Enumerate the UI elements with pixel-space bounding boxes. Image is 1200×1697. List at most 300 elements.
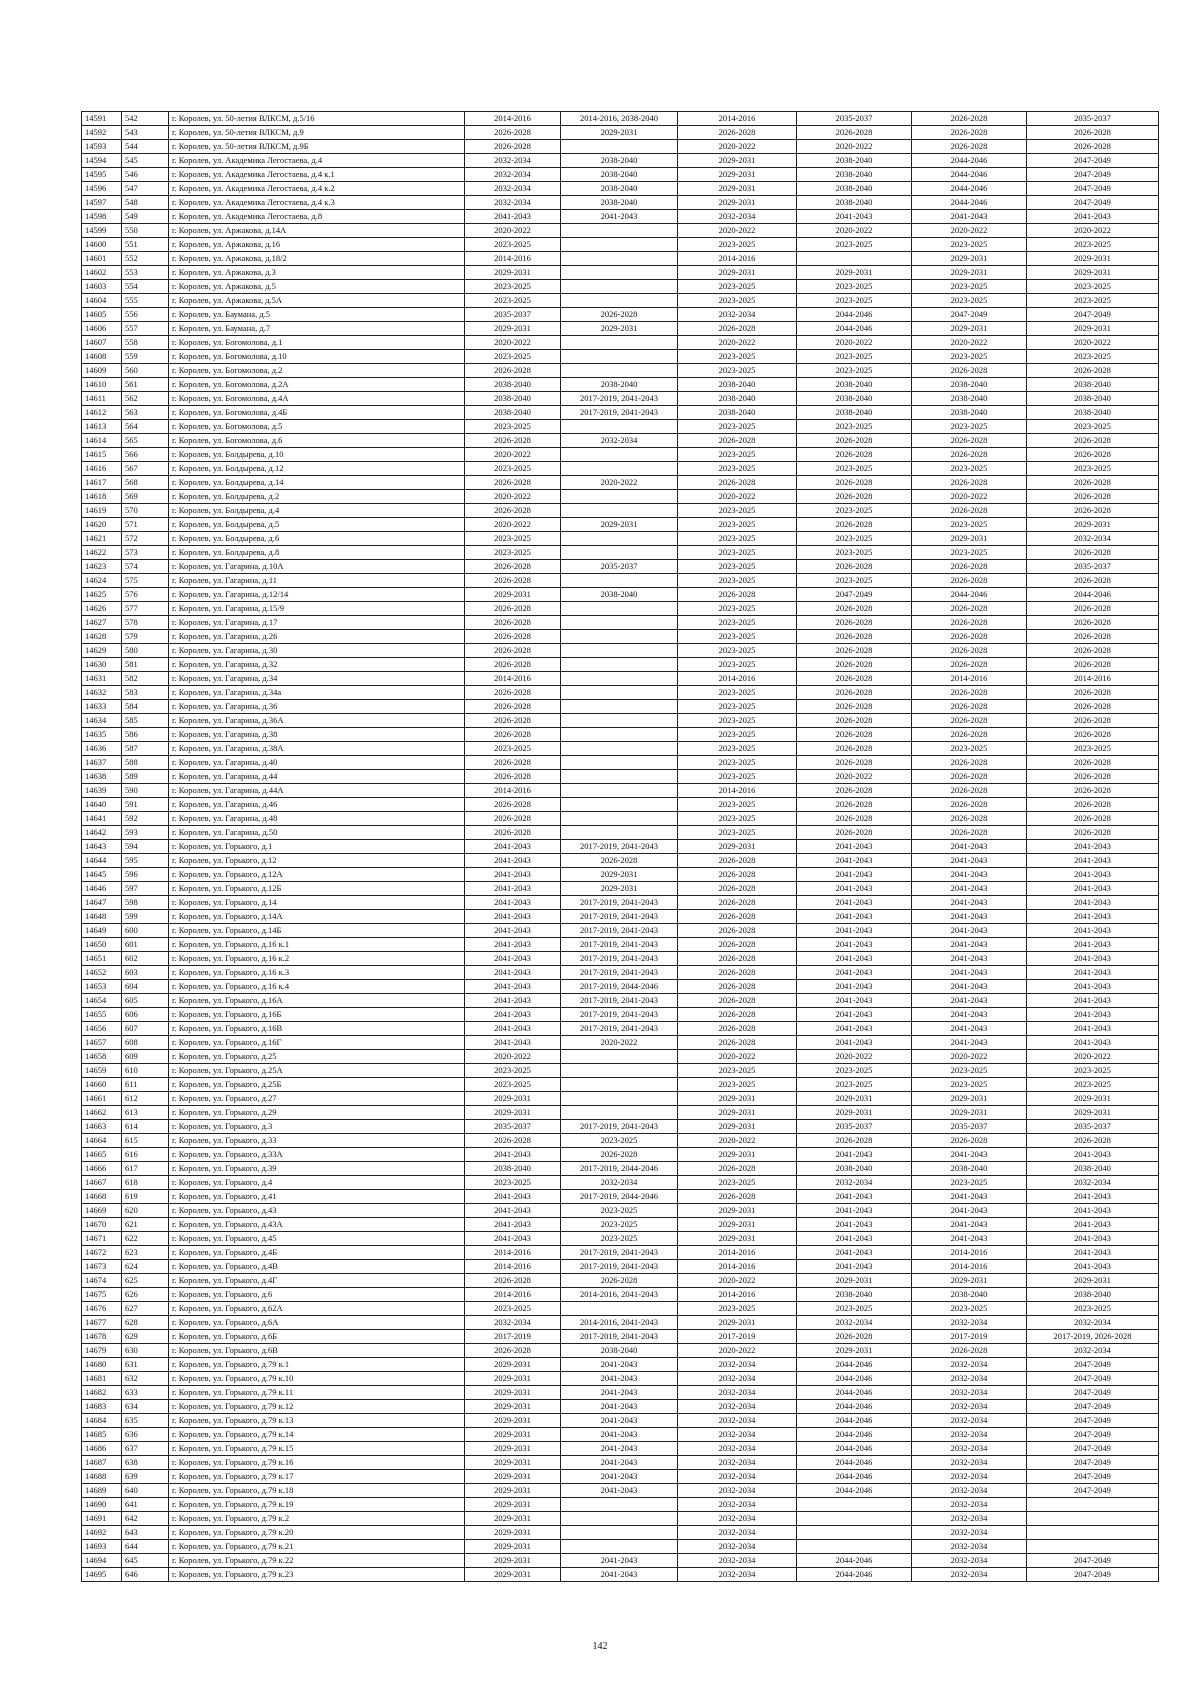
- cell-period: 2023-2025: [912, 294, 1027, 308]
- cell-period: 2047-2049: [1027, 182, 1159, 196]
- cell-period: 2041-2043: [561, 1484, 678, 1498]
- cell-period: 2026-2028: [678, 1162, 797, 1176]
- cell-period: 2041-2043: [797, 868, 912, 882]
- cell-address: г. Королев, ул. Горького, д.29: [169, 1106, 465, 1120]
- table-row: [82, 1162, 1159, 1176]
- cell-address: г. Королев, ул. Богомолова, д.5: [169, 420, 465, 434]
- cell-period: 2041-2043: [465, 938, 561, 952]
- cell-period: 2038-2040: [1027, 378, 1159, 392]
- cell-address: г. Королев, ул. Горького, д.79 к.2: [169, 1512, 465, 1526]
- cell-period: 2014-2016: [678, 672, 797, 686]
- cell-row-number: 546: [122, 168, 169, 182]
- table-row: [82, 854, 1159, 868]
- cell-address: г. Королев, ул. Болдырева, д.10: [169, 448, 465, 462]
- cell-period: 2038-2040: [465, 378, 561, 392]
- cell-period: 2032-2034: [678, 1554, 797, 1568]
- cell-address: г. Королев, ул. Гагарина, д.15/9: [169, 602, 465, 616]
- cell-period: 2032-2034: [678, 1484, 797, 1498]
- cell-period: 2032-2034: [561, 1176, 678, 1190]
- cell-period: 2032-2034: [678, 1498, 797, 1512]
- cell-record-id: 14635: [82, 728, 122, 742]
- cell-period: 2026-2028: [797, 672, 912, 686]
- table-row: [82, 504, 1159, 518]
- cell-period: 2020-2022: [678, 1134, 797, 1148]
- cell-period: 2023-2025: [465, 238, 561, 252]
- cell-period: 2014-2016: [678, 112, 797, 126]
- cell-period: [561, 672, 678, 686]
- cell-period: 2041-2043: [912, 938, 1027, 952]
- cell-period: 2044-2046: [1027, 588, 1159, 602]
- cell-period: 2026-2028: [797, 784, 912, 798]
- cell-record-id: 14649: [82, 924, 122, 938]
- cell-record-id: 14601: [82, 252, 122, 266]
- cell-row-number: 610: [122, 1064, 169, 1078]
- cell-period: [561, 714, 678, 728]
- cell-record-id: 14654: [82, 994, 122, 1008]
- cell-row-number: 612: [122, 1092, 169, 1106]
- cell-period: 2041-2043: [912, 1190, 1027, 1204]
- cell-period: 2017-2019, 2041-2043: [561, 938, 678, 952]
- cell-period: 2017-2019, 2041-2043: [561, 1022, 678, 1036]
- table-row: [82, 1246, 1159, 1260]
- cell-period: 2029-2031: [465, 1540, 561, 1554]
- cell-period: 2041-2043: [561, 1428, 678, 1442]
- cell-period: 2026-2028: [1027, 448, 1159, 462]
- cell-period: 2029-2031: [465, 266, 561, 280]
- cell-address: г. Королев, ул. Гагарина, д.46: [169, 798, 465, 812]
- cell-period: [561, 1302, 678, 1316]
- cell-period: 2026-2028: [678, 882, 797, 896]
- cell-record-id: 14632: [82, 686, 122, 700]
- cell-period: 2026-2028: [678, 1036, 797, 1050]
- cell-period: 2014-2016, 2041-2043: [561, 1316, 678, 1330]
- cell-period: 2032-2034: [912, 1400, 1027, 1414]
- cell-period: 2029-2031: [465, 1386, 561, 1400]
- cell-row-number: 558: [122, 336, 169, 350]
- cell-period: [561, 826, 678, 840]
- cell-record-id: 14637: [82, 756, 122, 770]
- cell-record-id: 14623: [82, 560, 122, 574]
- cell-period: [561, 420, 678, 434]
- cell-record-id: 14629: [82, 644, 122, 658]
- cell-period: 2029-2031: [465, 588, 561, 602]
- cell-period: 2041-2043: [1027, 896, 1159, 910]
- cell-row-number: 627: [122, 1302, 169, 1316]
- cell-period: 2029-2031: [465, 1554, 561, 1568]
- cell-record-id: 14676: [82, 1302, 122, 1316]
- cell-period: 2020-2022: [678, 1050, 797, 1064]
- cell-row-number: 624: [122, 1260, 169, 1274]
- cell-period: 2041-2043: [912, 1036, 1027, 1050]
- cell-record-id: 14615: [82, 448, 122, 462]
- cell-period: 2023-2025: [912, 462, 1027, 476]
- schedule-table-container: [81, 111, 1159, 1582]
- cell-period: 2041-2043: [1027, 994, 1159, 1008]
- cell-period: 2029-2031: [678, 840, 797, 854]
- cell-period: 2047-2049: [1027, 1414, 1159, 1428]
- cell-period: 2029-2031: [678, 266, 797, 280]
- cell-address: г. Королев, ул. Горького, д.43А: [169, 1218, 465, 1232]
- cell-period: 2023-2025: [797, 238, 912, 252]
- cell-period: 2023-2025: [912, 742, 1027, 756]
- cell-address: г. Королев, ул. Гагарина, д.10А: [169, 560, 465, 574]
- cell-period: 2041-2043: [465, 1036, 561, 1050]
- cell-address: г. Королев, ул. Горького, д.79 к.14: [169, 1428, 465, 1442]
- cell-period: [561, 770, 678, 784]
- cell-address: г. Королев, ул. Гагарина, д.38: [169, 728, 465, 742]
- table-row: [82, 1204, 1159, 1218]
- cell-row-number: 603: [122, 966, 169, 980]
- table-row: [82, 826, 1159, 840]
- cell-record-id: 14639: [82, 784, 122, 798]
- cell-period: 2032-2034: [678, 1442, 797, 1456]
- cell-record-id: 14672: [82, 1246, 122, 1260]
- cell-period: 2026-2028: [912, 700, 1027, 714]
- cell-period: 2026-2028: [797, 518, 912, 532]
- cell-period: 2020-2022: [465, 1050, 561, 1064]
- cell-address: г. Королев, ул. Горького, д.79 к.21: [169, 1540, 465, 1554]
- cell-period: 2017-2019, 2041-2043: [561, 896, 678, 910]
- cell-period: 2041-2043: [1027, 1232, 1159, 1246]
- cell-period: [561, 1050, 678, 1064]
- cell-period: 2035-2037: [1027, 560, 1159, 574]
- cell-period: 2023-2025: [678, 238, 797, 252]
- cell-address: г. Королев, ул. Горького, д.79 к.1: [169, 1358, 465, 1372]
- cell-period: 2026-2028: [678, 476, 797, 490]
- cell-row-number: 645: [122, 1554, 169, 1568]
- cell-period: 2029-2031: [465, 1414, 561, 1428]
- cell-record-id: 14598: [82, 210, 122, 224]
- cell-period: 2026-2028: [678, 910, 797, 924]
- cell-row-number: 601: [122, 938, 169, 952]
- cell-period: 2038-2040: [561, 588, 678, 602]
- cell-period: 2023-2025: [678, 364, 797, 378]
- table-row: [82, 742, 1159, 756]
- cell-address: г. Королев, ул. Горького, д.79 к.16: [169, 1456, 465, 1470]
- cell-record-id: 14647: [82, 896, 122, 910]
- cell-period: 2023-2025: [678, 546, 797, 560]
- cell-record-id: 14595: [82, 168, 122, 182]
- cell-record-id: 14603: [82, 280, 122, 294]
- cell-record-id: 14686: [82, 1442, 122, 1456]
- cell-address: г. Королев, ул. Гагарина, д.48: [169, 812, 465, 826]
- cell-period: 2044-2046: [797, 1414, 912, 1428]
- cell-period: 2041-2043: [465, 966, 561, 980]
- cell-period: 2020-2022: [1027, 336, 1159, 350]
- cell-row-number: 626: [122, 1288, 169, 1302]
- cell-address: г. Королев, ул. Болдырева, д.8: [169, 546, 465, 560]
- table-row: [82, 1092, 1159, 1106]
- cell-period: [561, 686, 678, 700]
- table-row: [82, 1120, 1159, 1134]
- cell-period: 2023-2025: [678, 462, 797, 476]
- cell-period: [561, 602, 678, 616]
- cell-period: 2041-2043: [912, 924, 1027, 938]
- cell-period: 2029-2031: [678, 182, 797, 196]
- cell-period: 2026-2028: [912, 140, 1027, 154]
- cell-address: г. Королев, ул. Горького, д.16 к.4: [169, 980, 465, 994]
- table-row: [82, 714, 1159, 728]
- cell-address: г. Королев, ул. 50-летия ВЛКСМ, д.9Б: [169, 140, 465, 154]
- cell-period: 2029-2031: [465, 1400, 561, 1414]
- cell-period: 2020-2022: [797, 1050, 912, 1064]
- cell-period: 2029-2031: [912, 1092, 1027, 1106]
- cell-period: [797, 1512, 912, 1526]
- cell-period: 2032-2034: [912, 1470, 1027, 1484]
- cell-address: г. Королев, ул. Гагарина, д.36: [169, 700, 465, 714]
- cell-period: [561, 630, 678, 644]
- cell-period: 2041-2043: [797, 1260, 912, 1274]
- cell-period: 2029-2031: [465, 1428, 561, 1442]
- cell-period: 2041-2043: [797, 980, 912, 994]
- cell-period: 2038-2040: [797, 378, 912, 392]
- cell-period: 2041-2043: [912, 868, 1027, 882]
- cell-record-id: 14619: [82, 504, 122, 518]
- cell-period: 2026-2028: [465, 644, 561, 658]
- cell-record-id: 14655: [82, 1008, 122, 1022]
- cell-period: [561, 644, 678, 658]
- cell-period: 2020-2022: [912, 1050, 1027, 1064]
- cell-row-number: 646: [122, 1568, 169, 1582]
- cell-period: 2038-2040: [912, 1162, 1027, 1176]
- cell-address: г. Королев, ул. Горького, д.4Б: [169, 1246, 465, 1260]
- cell-record-id: 14651: [82, 952, 122, 966]
- cell-period: 2047-2049: [912, 308, 1027, 322]
- cell-period: 2026-2028: [797, 826, 912, 840]
- cell-period: 2017-2019, 2041-2043: [561, 1260, 678, 1274]
- cell-period: 2026-2028: [678, 952, 797, 966]
- cell-period: 2032-2034: [561, 434, 678, 448]
- cell-period: 2026-2028: [561, 1274, 678, 1288]
- cell-period: 2035-2037: [1027, 112, 1159, 126]
- cell-address: г. Королев, ул. Горького, д.25: [169, 1050, 465, 1064]
- cell-row-number: 644: [122, 1540, 169, 1554]
- table-row: [82, 336, 1159, 350]
- cell-period: 2032-2034: [678, 1358, 797, 1372]
- cell-record-id: 14634: [82, 714, 122, 728]
- cell-period: 2026-2028: [678, 1022, 797, 1036]
- cell-period: 2041-2043: [1027, 1246, 1159, 1260]
- cell-row-number: 638: [122, 1456, 169, 1470]
- cell-period: 2029-2031: [1027, 1106, 1159, 1120]
- cell-address: г. Королев, ул. Аржакова, д.3: [169, 266, 465, 280]
- cell-period: 2032-2034: [678, 1372, 797, 1386]
- cell-period: 2026-2028: [465, 700, 561, 714]
- cell-row-number: 617: [122, 1162, 169, 1176]
- cell-period: 2029-2031: [1027, 1092, 1159, 1106]
- cell-period: 2026-2028: [678, 322, 797, 336]
- table-row: [82, 322, 1159, 336]
- cell-address: г. Королев, ул. Горького, д.16В: [169, 1022, 465, 1036]
- cell-period: 2029-2031: [465, 1456, 561, 1470]
- cell-period: 2041-2043: [912, 994, 1027, 1008]
- cell-period: 2023-2025: [678, 1078, 797, 1092]
- cell-address: г. Королев, ул. Горького, д.79 к.11: [169, 1386, 465, 1400]
- cell-row-number: 641: [122, 1498, 169, 1512]
- cell-row-number: 562: [122, 392, 169, 406]
- cell-period: 2026-2028: [465, 504, 561, 518]
- cell-address: г. Королев, ул. Гагарина, д.26: [169, 630, 465, 644]
- cell-period: 2023-2025: [1027, 1078, 1159, 1092]
- table-row: [82, 1050, 1159, 1064]
- cell-row-number: 630: [122, 1344, 169, 1358]
- cell-address: г. Королев, ул. Горького, д.12: [169, 854, 465, 868]
- cell-period: [561, 574, 678, 588]
- cell-period: 2041-2043: [465, 980, 561, 994]
- cell-record-id: 14605: [82, 308, 122, 322]
- cell-period: 2026-2028: [912, 812, 1027, 826]
- cell-address: г. Королев, ул. Аржакова, д.5А: [169, 294, 465, 308]
- cell-period: 2026-2028: [561, 308, 678, 322]
- cell-row-number: 592: [122, 812, 169, 826]
- cell-period: 2032-2034: [678, 308, 797, 322]
- cell-row-number: 566: [122, 448, 169, 462]
- cell-row-number: 614: [122, 1120, 169, 1134]
- cell-record-id: 14643: [82, 840, 122, 854]
- table-row: [82, 210, 1159, 224]
- cell-period: 2017-2019, 2044-2046: [561, 1190, 678, 1204]
- cell-address: г. Королев, ул. Гагарина, д.34а: [169, 686, 465, 700]
- cell-record-id: 14652: [82, 966, 122, 980]
- cell-period: 2023-2025: [678, 420, 797, 434]
- cell-period: 2038-2040: [797, 1288, 912, 1302]
- cell-period: 2023-2025: [678, 616, 797, 630]
- cell-period: 2044-2046: [797, 1554, 912, 1568]
- cell-period: 2026-2028: [797, 476, 912, 490]
- cell-address: г. Королев, ул. Баумана, д.5: [169, 308, 465, 322]
- cell-row-number: 545: [122, 154, 169, 168]
- cell-period: 2026-2028: [1027, 476, 1159, 490]
- cell-period: 2017-2019, 2041-2043: [561, 924, 678, 938]
- cell-period: 2047-2049: [1027, 1442, 1159, 1456]
- cell-period: 2029-2031: [465, 1568, 561, 1582]
- table-row: [82, 882, 1159, 896]
- cell-period: 2026-2028: [912, 1344, 1027, 1358]
- cell-period: 2029-2031: [1027, 266, 1159, 280]
- cell-period: 2023-2025: [465, 462, 561, 476]
- cell-period: 2038-2040: [678, 378, 797, 392]
- cell-period: 2026-2028: [465, 1134, 561, 1148]
- cell-period: 2023-2025: [797, 1302, 912, 1316]
- cell-period: 2026-2028: [912, 448, 1027, 462]
- table-row: [82, 252, 1159, 266]
- cell-period: 2047-2049: [1027, 168, 1159, 182]
- cell-period: 2023-2025: [1027, 238, 1159, 252]
- cell-period: 2038-2040: [797, 392, 912, 406]
- cell-period: 2023-2025: [797, 574, 912, 588]
- cell-period: 2041-2043: [1027, 1008, 1159, 1022]
- cell-record-id: 14685: [82, 1428, 122, 1442]
- cell-row-number: 642: [122, 1512, 169, 1526]
- cell-row-number: 572: [122, 532, 169, 546]
- cell-period: 2041-2043: [465, 210, 561, 224]
- cell-address: г. Королев, ул. Болдырева, д.5: [169, 518, 465, 532]
- cell-row-number: 598: [122, 896, 169, 910]
- cell-period: 2026-2028: [465, 476, 561, 490]
- cell-period: 2023-2025: [678, 448, 797, 462]
- cell-period: 2029-2031: [678, 1218, 797, 1232]
- cell-period: 2041-2043: [465, 1218, 561, 1232]
- cell-record-id: 14607: [82, 336, 122, 350]
- cell-row-number: 556: [122, 308, 169, 322]
- cell-period: 2023-2025: [912, 546, 1027, 560]
- cell-address: г. Королев, ул. Баумана, д.7: [169, 322, 465, 336]
- cell-period: 2026-2028: [465, 756, 561, 770]
- cell-row-number: 643: [122, 1526, 169, 1540]
- cell-period: 2029-2031: [1027, 252, 1159, 266]
- cell-period: 2032-2034: [465, 154, 561, 168]
- cell-record-id: 14612: [82, 406, 122, 420]
- cell-row-number: 613: [122, 1106, 169, 1120]
- cell-period: 2038-2040: [797, 406, 912, 420]
- cell-period: 2041-2043: [465, 896, 561, 910]
- cell-record-id: 14608: [82, 350, 122, 364]
- cell-period: 2047-2049: [1027, 1554, 1159, 1568]
- cell-period: 2035-2037: [465, 1120, 561, 1134]
- cell-period: 2038-2040: [561, 196, 678, 210]
- cell-period: 2038-2040: [561, 378, 678, 392]
- cell-period: 2026-2028: [1027, 1134, 1159, 1148]
- cell-period: 2023-2025: [678, 350, 797, 364]
- table-row: [82, 1400, 1159, 1414]
- cell-period: 2029-2031: [912, 532, 1027, 546]
- cell-period: 2032-2034: [465, 196, 561, 210]
- cell-address: г. Королев, ул. Горького, д.41: [169, 1190, 465, 1204]
- cell-period: 2029-2031: [1027, 518, 1159, 532]
- table-row: [82, 686, 1159, 700]
- cell-period: 2032-2034: [678, 210, 797, 224]
- cell-record-id: 14692: [82, 1526, 122, 1540]
- cell-address: г. Королев, ул. Гагарина, д.17: [169, 616, 465, 630]
- table-row: [82, 1470, 1159, 1484]
- cell-record-id: 14628: [82, 630, 122, 644]
- cell-row-number: 576: [122, 588, 169, 602]
- cell-period: 2038-2040: [561, 168, 678, 182]
- cell-period: 2044-2046: [797, 1442, 912, 1456]
- cell-period: 2026-2028: [912, 504, 1027, 518]
- cell-period: 2026-2028: [678, 924, 797, 938]
- cell-period: 2023-2025: [797, 420, 912, 434]
- cell-period: 2029-2031: [561, 322, 678, 336]
- cell-period: 2014-2016, 2041-2043: [561, 1288, 678, 1302]
- cell-address: г. Королев, ул. Болдырева, д.12: [169, 462, 465, 476]
- cell-period: [797, 252, 912, 266]
- cell-address: г. Королев, ул. Горького, д.14А: [169, 910, 465, 924]
- cell-period: 2023-2025: [797, 1078, 912, 1092]
- table-row: [82, 462, 1159, 476]
- cell-address: г. Королев, ул. Горького, д.14Б: [169, 924, 465, 938]
- cell-period: 2026-2028: [797, 742, 912, 756]
- cell-period: 2032-2034: [797, 1176, 912, 1190]
- cell-period: 2020-2022: [912, 224, 1027, 238]
- cell-record-id: 14599: [82, 224, 122, 238]
- table-row: [82, 448, 1159, 462]
- cell-record-id: 14671: [82, 1232, 122, 1246]
- cell-period: 2047-2049: [1027, 1470, 1159, 1484]
- cell-period: 2023-2025: [678, 826, 797, 840]
- cell-address: г. Королев, ул. Гагарина, д.38А: [169, 742, 465, 756]
- cell-record-id: 14616: [82, 462, 122, 476]
- table-row: [82, 966, 1159, 980]
- cell-period: 2041-2043: [797, 910, 912, 924]
- cell-row-number: 607: [122, 1022, 169, 1036]
- cell-period: 2041-2043: [1027, 1036, 1159, 1050]
- cell-period: 2026-2028: [678, 980, 797, 994]
- cell-period: 2041-2043: [561, 1554, 678, 1568]
- cell-period: 2026-2028: [465, 658, 561, 672]
- cell-period: 2023-2025: [1027, 462, 1159, 476]
- cell-address: г. Королев, ул. Горького, д.6Б: [169, 1330, 465, 1344]
